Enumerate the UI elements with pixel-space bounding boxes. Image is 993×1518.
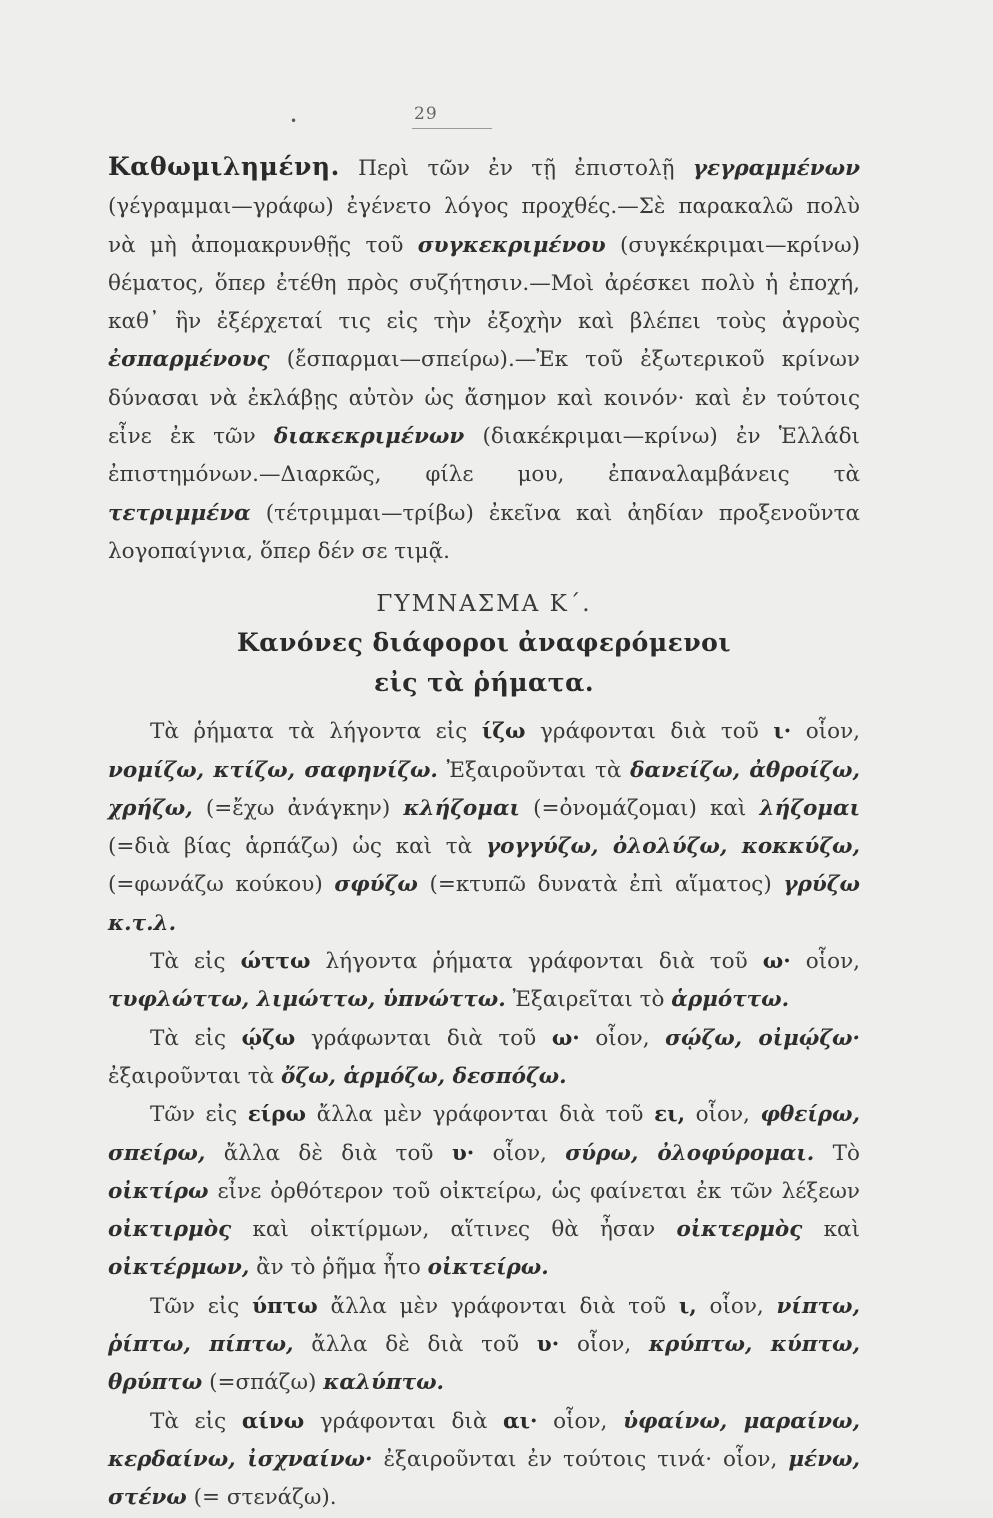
section-title-line-2: εἰς τὰ ῥήματα.: [373, 668, 595, 698]
section-title-line-1: Κανόνες διάφοροι ἀναφερόμενοι: [237, 628, 731, 658]
rule-ozo: Τὰ εἰς ῴζω γράφωνται διὰ τοῦ ω· οἷον, σῴζω, οἰμῴζω· ἐξαιροῦνται τὰ ὄζω, ἁρμόζω, δεσπόζω.: [108, 1025, 861, 1089]
rule-aino: Τὰ εἰς αίνω γράφονται διὰ αι· οἷον, ὑφαίνω, μαραίνω, κερδαίνω, ἰσχναίνω· ἐξαιροῦνται ἐν τούτοις τινά· οἷον, μένω, στένω (= στενάζω).: [108, 1408, 861, 1511]
paragraph-heading: Καθωμιλημένη.: [108, 152, 340, 181]
page-number: 29: [414, 104, 438, 124]
exercise-title: ΓΥΜΝΑΣΜΑ Κ΄.: [376, 591, 592, 618]
rule-eiro: Τῶν εἰς είρω ἄλλα μὲν γράφονται διὰ τοῦ ει, οἷον, φθείρω, σπείρω, ἄλλα δὲ διὰ τοῦ υ· οἷον, σύρω, ὀλοφύρομαι. Τὸ οἰκτίρω εἶνε ὀρθότερον τοῦ οἰκτείρω, ὡς φαίνεται ἐκ τῶν λέξεων οἰκτιρμὸς καὶ οἰκτίρμων, αἵτινες θὰ ἦσαν οἰκτερμὸς καὶ οἰκτέρμων, ἂν τὸ ῥῆμα ἦτο οἰκτείρω.: [108, 1102, 861, 1281]
page-body: [108, 148, 860, 1518]
page-dot: •: [290, 114, 298, 128]
rule-izo: Τὰ ῥήματα τὰ λήγοντα εἰς ίζω γράφονται διὰ τοῦ ι· οἷον, νομίζω, κτίζω, σαφηνίζω. Ἐξαιροῦνται τὰ δανείζω, ἀθροίζω, χρήζω, (=ἔχω ἀνάγκην) κλήζομαι (=ὀνομάζομαι) καὶ λήζομαι (=διὰ βίας ἁρπάζω) ὡς καὶ τὰ γογγύζω, ὀλολύζω, κοκκύζω, (=φωνάζω κούκου) σφύζω (=κτυπῶ δυνατὰ ἐπὶ αἵματος) γρύζω κ.τ.λ.: [108, 719, 861, 936]
paragraph-kathomilimeni: Καθωμιλημένη. Περὶ τῶν ἐν τῇ ἐπιστολῇ γεγραμμένων (γέγραμμαι—γράφω) ἐγένετο λόγος προχθές.—Σὲ παρακαλῶ πολὺ νὰ μὴ ἀπομακρυνθῇς τοῦ συγκεκριμένου (συγκέκριμαι—κρίνω) θέματος, ὅπερ ἐτέθη πρὸς συζήτησιν.—Μοὶ ἀρέσκει πολὺ ἡ ἐποχή, καθ᾽ ἣν ἐξέρχεταί τις εἰς τὴν ἐξοχὴν καὶ βλέπει τοὺς ἀγροὺς ἐσπαρμένους (ἔσπαρμαι—σπείρω).—Ἐκ τοῦ ἐξωτερικοῦ κρίνων δύνασαι νὰ ἐκλάβῃς αὐτὸν ὡς ἄσημον καὶ κοινόν· καὶ ἐν τούτοις εἶνε ἐκ τῶν διακεκριμένων (διακέκριμαι—κρίνω) ἐν Ἑλλάδι ἐπιστημόνων.—Διαρκῶς, φίλε μου, ἐπαναλαμβάνεις τὰ τετριμμένα (τέτριμμαι—τρίβω) ἐκεῖνα καὶ ἀηδίαν προξενοῦντα λογοπαίγνια, ὅπερ δέν σε τιμᾷ.: [108, 152, 861, 564]
rule-otto: Τὰ εἰς ώττω λήγοντα ῥήματα γράφονται διὰ τοῦ ω· οἷον, τυφλώττω, λιμώττω, ὑπνώττω. Ἐξαιρεῖται τὸ ἁρμόττω.: [108, 949, 860, 1013]
rule-ypto: Τῶν εἰς ύπτω ἄλλα μὲν γράφονται διὰ τοῦ ι, οἷον, νίπτω, ῥίπτω, πίπτω, ἄλλα δὲ διὰ τοῦ υ· οἷον, κρύπτω, κύπτω, θρύπτω (=σπάζω) καλύπτω.: [108, 1293, 860, 1396]
page-number-rule: [412, 128, 492, 129]
section-title: [108, 623, 860, 703]
